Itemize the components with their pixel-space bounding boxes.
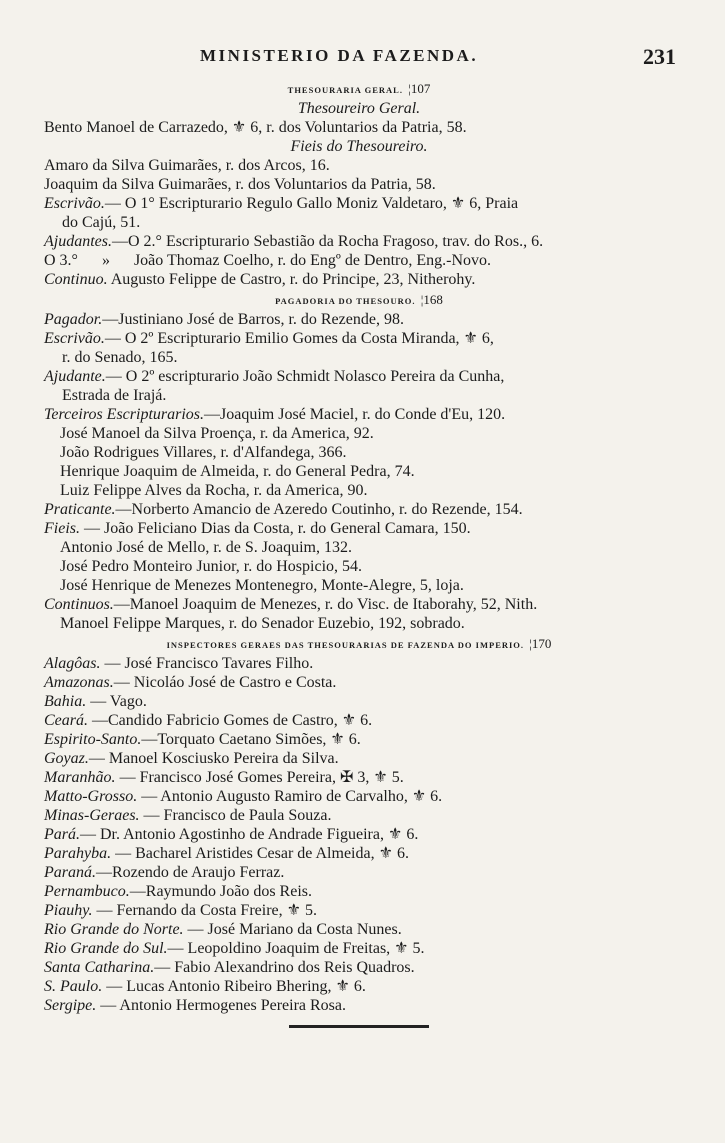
province-text: — Lucas Antonio Ribeiro Bhering, ⚜ 6. [102, 978, 366, 995]
province-text: — Dr. Antonio Agostinho de Andrade Figueira, ⚜ 6. [80, 826, 419, 843]
section-title: PAGADORIA DO THESOURO. [275, 296, 416, 306]
subheading-fieis: Fieis do Thesoureiro. [290, 138, 428, 155]
role-label: Escrivão. [44, 195, 105, 212]
province-entry [44, 730, 674, 749]
province-text: —Rozendo de Araujo Ferraz. [96, 864, 285, 881]
province-text: —Torquato Caetano Simões, ⚜ 6. [141, 731, 361, 748]
province-text: — Vago. [86, 693, 147, 710]
province-name: Santa Catharina. [44, 959, 155, 976]
entry-manoel-felippe: Manoel Felippe Marques, r. do Senador Euzebio, 192, sobrado. [60, 615, 465, 632]
province-text: — Fabio Alexandrino dos Reis Quadros. [154, 959, 415, 976]
entry-text: João Thomaz Coelho, r. do Engº de Dentro, Eng.-Novo. [133, 252, 491, 269]
entry-continuation: do Cajú, 51. [62, 214, 141, 231]
province-text: —Candido Fabricio Gomes de Castro, ⚜ 6. [88, 712, 373, 729]
province-name: Pernambuco. [44, 883, 130, 900]
entry-text: — O 1° Escripturario Regulo Gallo Moniz Valdetaro, ⚜ 6, Praia [104, 195, 519, 212]
province-entry [44, 749, 674, 768]
entry-pagador [44, 310, 674, 329]
province-entry [44, 825, 674, 844]
province-name: Piauhy. [44, 902, 93, 919]
province-text: — Manoel Kosciusko Pereira da Silva. [88, 750, 339, 767]
page-number: 231 [643, 44, 676, 69]
province-name: Matto-Grosso. [44, 788, 138, 805]
province-name: S. Paulo. [44, 978, 103, 995]
section-ref: 168 [423, 292, 443, 307]
province-text: — Antonio Hermogenes Pereira Rosa. [96, 997, 347, 1014]
province-entry [44, 977, 674, 996]
province-entry [44, 673, 674, 692]
province-text: —Raymundo João dos Reis. [129, 883, 312, 900]
role-label: Pagador. [44, 311, 103, 328]
province-entry [44, 844, 674, 863]
entry-antonio: Antonio José de Mello, r. de S. Joaquim, 132. [60, 539, 352, 556]
province-entry [44, 901, 674, 920]
entry-text: — O 2º Escripturario Emilio Gomes da Costa Miranda, ⚜ 6, [104, 330, 494, 347]
section-heading-pagadoria: PAGADORIA DO THESOURO. ¦168 [275, 292, 443, 307]
province-name: Alagôas. [44, 655, 101, 672]
province-entry [44, 692, 674, 711]
province-text: — Leopoldino Joaquim de Freitas, ⚜ 5. [167, 940, 425, 957]
role-label: Escrivão. [44, 330, 105, 347]
province-name: Parahyba. [44, 845, 112, 862]
entry-bento: Bento Manoel de Carrazedo, ⚜ 6, r. dos Voluntarios da Patria, 58. [44, 119, 467, 136]
province-name: Sergipe. [44, 997, 97, 1014]
entry-continuo [44, 270, 674, 289]
province-name: Paraná. [44, 864, 96, 881]
section-title: THESOURARIA GERAL. [287, 85, 403, 95]
province-entry [44, 996, 674, 1015]
role-label: Fieis. [44, 520, 80, 537]
province-name: Espirito-Santo. [44, 731, 142, 748]
entry-ajudante-3 [44, 251, 674, 270]
entry-ajudante-pagadoria [44, 367, 674, 386]
province-name: Ceará. [44, 712, 88, 729]
running-title: MINISTERIO DA FAZENDA. [200, 46, 479, 65]
entry-text: —Manoel Joaquim de Menezes, r. do Visc. de Itaborahy, 52, Nith. [113, 596, 538, 613]
province-entry [44, 958, 674, 977]
entry-jose-henrique: José Henrique de Menezes Montenegro, Monte-Alegre, 5, loja. [60, 577, 464, 594]
province-entry [44, 711, 674, 730]
entry-joao-rodrigues: João Rodrigues Villares, r. d'Alfandega, 366. [60, 444, 347, 461]
entry-text: —Norberto Amancio de Azeredo Coutinho, r. do Rezende, 154. [115, 501, 523, 518]
province-text: — José Francisco Tavares Filho. [100, 655, 314, 672]
section-ref: 170 [531, 636, 552, 651]
entry-escrivao-pagadoria [44, 329, 674, 348]
entry-text: — O 2º escripturario João Schmidt Nolasco Pereira da Cunha, [105, 368, 505, 385]
province-text: — Antonio Augusto Ramiro de Carvalho, ⚜ 6. [137, 788, 443, 805]
role-label: Terceiros Escripturarios. [44, 406, 205, 423]
role-label: Ajudantes. [44, 233, 112, 250]
entry-text: —O 2.° Escripturario Sebastião da Rocha Fragoso, trav. do Ros., 6. [112, 233, 544, 250]
province-text: — Francisco José Gomes Pereira, ✠ 3, ⚜ 5. [115, 769, 404, 786]
entry-jose-manoel: José Manoel da Silva Proença, r. da America, 92. [60, 425, 374, 442]
entry-terceiros [44, 405, 674, 424]
entry-amaro: Amaro da Silva Guimarães, r. dos Arcos, 16. [44, 157, 330, 174]
subheading-thesoureiro: Thesoureiro Geral. [297, 100, 421, 117]
entry-text: —Joaquim José Maciel, r. do Conde d'Eu, 120. [204, 406, 506, 423]
closing-rule [289, 1025, 429, 1028]
province-name: Maranhão. [44, 769, 116, 786]
entry-continuation: Estrada de Irajá. [62, 387, 167, 404]
province-entry [44, 806, 674, 825]
province-entry [44, 654, 674, 673]
entry-jose-pedro: José Pedro Monteiro Junior, r. do Hospicio, 54. [60, 558, 363, 575]
province-name: Rio Grande do Norte. [44, 921, 184, 938]
entry-continuation: r. do Senado, 165. [62, 349, 178, 366]
province-entry [44, 863, 674, 882]
section-title: INSPECTORES GERAES DAS THESOURARIAS DE FAZENDA DO IMPERIO. [166, 640, 525, 650]
entry-ajudantes [44, 232, 674, 251]
province-entry [44, 787, 674, 806]
section-heading-inspectores: INSPECTORES GERAES DAS THESOURARIAS DE FAZENDA DO IMPERIO. ¦170 [166, 636, 552, 651]
entry-escrivao [44, 194, 674, 213]
page-content [44, 78, 674, 1028]
province-text: — Nicoláo José de Castro e Costa. [113, 674, 337, 691]
role-label: Continuos. [44, 596, 114, 613]
province-name: Amazonas. [44, 674, 114, 691]
entry-joaquim: Joaquim da Silva Guimarães, r. dos Voluntarios da Patria, 58. [44, 176, 436, 193]
entry-henrique: Henrique Joaquim de Almeida, r. do General Pedra, 74. [60, 463, 415, 480]
province-text: — Bacharel Aristides Cesar de Almeida, ⚜ 6. [111, 845, 409, 862]
province-text: — Francisco de Paula Souza. [139, 807, 332, 824]
entry-luiz: Luiz Felippe Alves da Rocha, r. da America, 90. [60, 482, 368, 499]
province-entry [44, 939, 674, 958]
role-label: Continuo. [44, 271, 108, 288]
entry-praticante [44, 500, 674, 519]
province-name: Rio Grande do Sul. [44, 940, 168, 957]
ditto-mark: » [101, 252, 110, 269]
entry-fieis-pagadoria [44, 519, 674, 538]
section-heading-thesouraria: THESOURARIA GERAL. ¦107 [287, 81, 431, 96]
entry-continuos [44, 595, 674, 614]
entry-lead: O 3.° [44, 252, 78, 269]
section-ref: 107 [410, 81, 431, 96]
entry-text: Augusto Felippe de Castro, r. do Principe, 23, Nitherohy. [110, 271, 476, 288]
province-name: Bahia. [44, 693, 87, 710]
role-label: Ajudante. [44, 368, 106, 385]
entry-text: —Justiniano José de Barros, r. do Rezende, 98. [102, 311, 404, 328]
province-text: — José Mariano da Costa Nunes. [183, 921, 402, 938]
entry-text: — João Feliciano Dias da Costa, r. do General Camara, 150. [80, 520, 471, 537]
role-label: Praticante. [44, 501, 116, 518]
province-name: Goyaz. [44, 750, 89, 767]
province-entry [44, 920, 674, 939]
province-name: Pará. [44, 826, 80, 843]
province-entry [44, 882, 674, 901]
page-header [0, 44, 725, 74]
province-entry [44, 768, 674, 787]
province-name: Minas-Geraes. [44, 807, 140, 824]
province-text: — Fernando da Costa Freire, ⚜ 5. [92, 902, 317, 919]
